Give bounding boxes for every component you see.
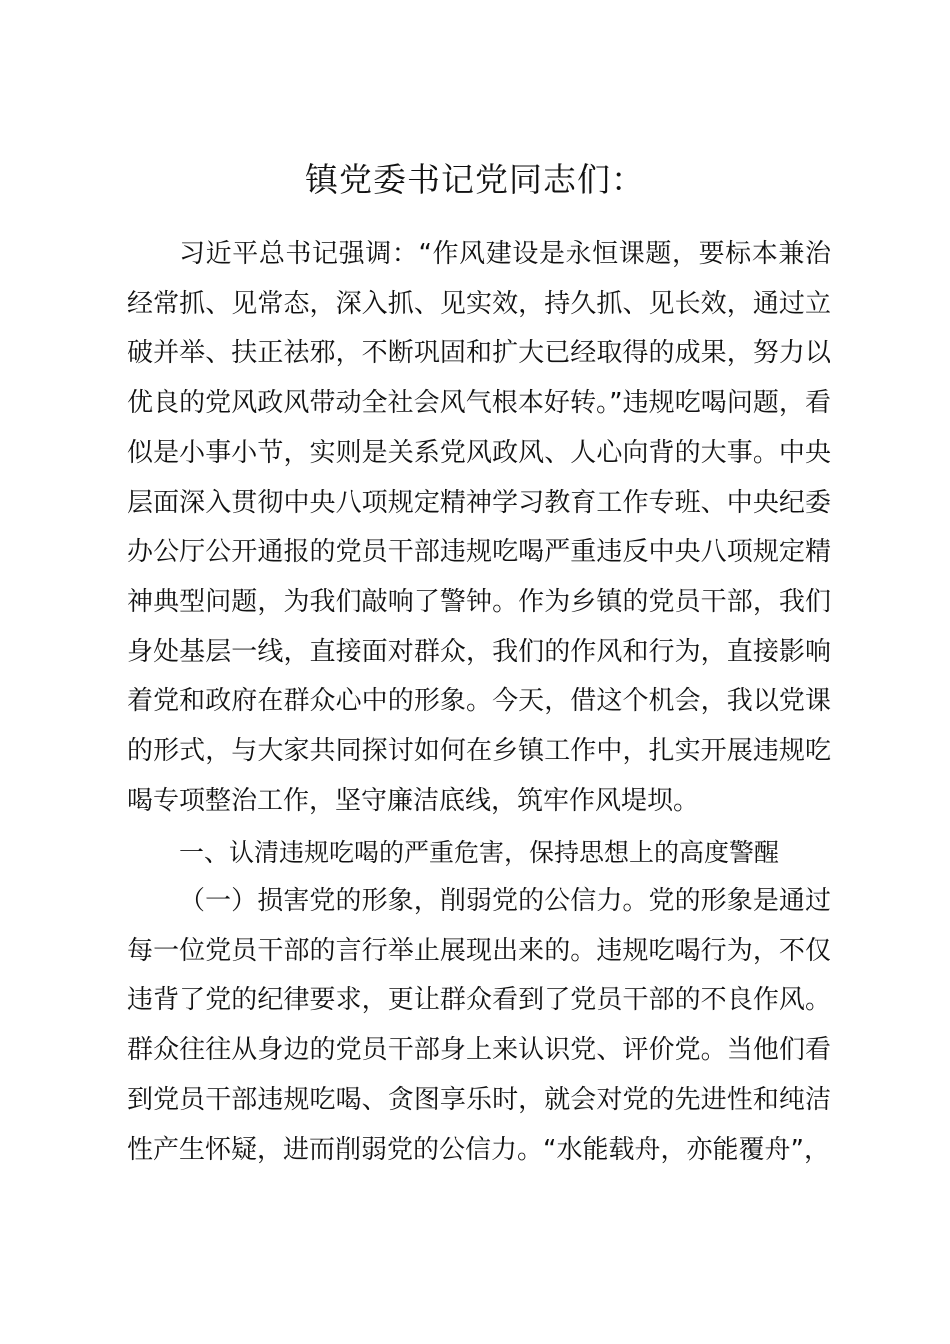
- intro-paragraph: 习近平总书记强调：“作风建设是永恒课题，要标本兼治经常抓、见常态，深入抓、见实效，持久抓、见长效，通过立破并举、扶正祛邪，不断巩固和扩大已经取得的成果，努力以优良的党风政风带动全社会风气根本好转。”违规吃喝问题，看似是小事小节，实则是关系党风政风、人心向背的大事。中央层面深入贯彻中央八项规定精神学习教育工作专班、中央纪委办公厅公开通报的党员干部违规吃喝严重违反中央八项规定精神典型问题，为我们敲响了警钟。作为乡镇的党员干部，我们身处基层一线，直接面对群众，我们的作风和行为，直接影响着党和政府在群众心中的形象。今天，借这个机会，我以党课的形式，与大家共同探讨如何在乡镇工作中，扎实开展违规吃喝专项整治工作，坚守廉洁底线，筑牢作风堤坝。: [127, 239, 831, 816]
- section-heading: 一、认清违规吃喝的严重危害，保持思想上的高度警醒: [179, 838, 780, 867]
- subsection-paragraph: （一）损害党的形象，削弱党的公信力。党的形象是通过每一位党员干部的言行举止展现出来的。违规吃喝行为，不仅违背了党的纪律要求，更让群众看到了党员干部的不良作风。群众往往从身边的党员干部身上来认识党、评价党。当他们看到党员干部违规吃喝、贪图享乐时，就会对党的先进性和纯洁性产生怀疑，进而削弱党的公信力。“水能载舟，亦能覆舟”，: [127, 886, 831, 1165]
- document-title: 镇党委书记党同志们：: [305, 160, 645, 199]
